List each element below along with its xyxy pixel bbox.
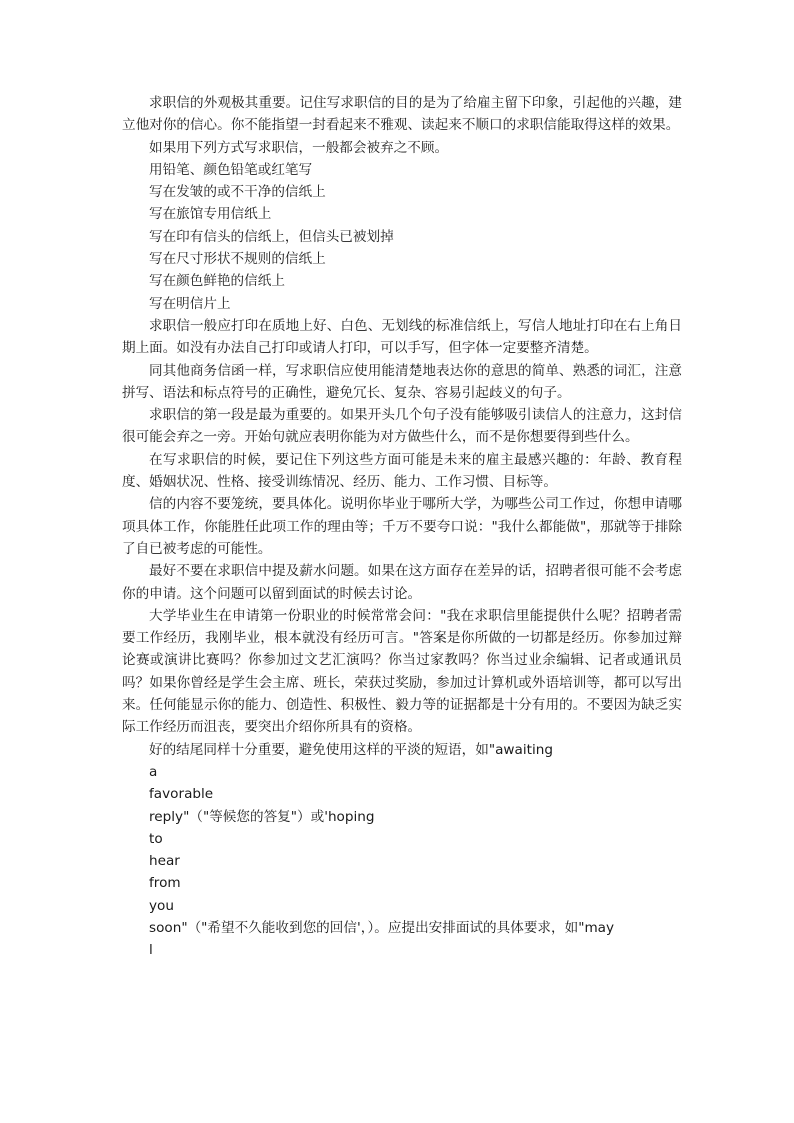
- text-line: favorable: [149, 786, 214, 803]
- document-body: [122, 92, 682, 962]
- paragraph: 最好不要在求职信中提及薪水问题。如果在这方面存在差异的话，招聘者很可能不会考虑你的申请。这个问题可以留到面试的时候去讨论。: [122, 563, 682, 602]
- text-line: 写在旅馆专用信纸上: [149, 206, 272, 223]
- text-line: 写在颜色鲜艳的信纸上: [149, 273, 285, 290]
- text-line: 用铅笔、颜色铅笔或红笔写: [149, 161, 313, 178]
- paragraph: 在写求职信的时候，要记住下列这些方面可能是未来的雇主最感兴趣的：年龄、教育程度、婚姻状况、性格、接受训练情况、经历、能力、工作习惯、目标等。: [122, 451, 682, 491]
- paragraph: 如果用下列方式写求职信，一般都会被弃之不顾。: [149, 139, 449, 156]
- paragraph: 求职信一般应打印在质地上好、白色、无划线的标准信纸上，写信人地址打印在右上角日期上面。如没有办法自己打印或请人打印，可以手写，但字体一定要整齐清楚。: [122, 317, 682, 357]
- text-line: from: [149, 875, 181, 892]
- text-line: 写在发皱的或不干净的信纸上: [149, 184, 326, 201]
- text-line: 写在尺寸形状不规则的信纸上: [149, 251, 326, 268]
- text-line: l: [149, 942, 153, 959]
- paragraph: 求职信的外观极其重要。记住写求职信的目的是为了给雇主留下印象，引起他的兴趣，建立他对你的信心。你不能指望一封看起来不雅观、读起来不顺口的求职信能取得这样的效果。: [122, 95, 682, 134]
- text-line: 写在明信片上: [149, 295, 231, 312]
- text-line: hear: [149, 853, 180, 870]
- paragraph: 好的结尾同样十分重要，避免使用这样的平淡的短语，如"awaiting: [149, 741, 554, 758]
- paragraph: 求职信的第一段是最为重要的。如果开头几个句子没有能够吸引读信人的注意力，这封信很可能会弃之一旁。开始句就应表明你能为对方做些什么，而不是你想要得到些什么。: [122, 407, 682, 446]
- text-line: reply"（"等候您的答复"）或'hoping: [149, 808, 375, 825]
- text-line: a: [149, 763, 158, 780]
- text-line: you: [149, 897, 174, 914]
- paragraph: 大学毕业生在申请第一份职业的时候常常会问："我在求职信里能提供什么呢？招聘者需要工作经历，我刚毕业，根本就没有经历可言。"答案是你所做的一切都是经历。你参加过辩论赛或演讲比赛吗？你参加过文艺汇演吗？你当过家教吗？你当过业余编辑、记者或通讯员吗？如果你曾经是学生会主席、班长，荣获过奖励，参加过计算机或外语培训等，都可以写出来。任何能显示你的能力、创造性、积极性、毅力等的证据都是十分有用的。不要因为缺乏实际工作经历而沮丧，要突出介绍你所具有的资格。: [122, 607, 682, 736]
- text-line: to: [149, 830, 163, 847]
- paragraph: 信的内容不要笼统，要具体化。说明你毕业于哪所大学，为哪些公司工作过，你想申请哪项具体工作，你能胜任此项工作的理由等；千万不要夸口说："我什么都能做"，那就等于排除了自已被考虑的可能性。: [122, 496, 682, 557]
- paragraph: 同其他商务信函一样，写求职信应使用能清楚地表达你的意思的简单、熟悉的词汇，注意拼写、语法和标点符号的正确性，避免冗长、复杂、容易引起歧义的句子。: [122, 362, 682, 401]
- text-line: 写在印有信头的信纸上，但信头已被划掉: [149, 228, 394, 245]
- text-line: soon"（"希望不久能收到您的回信'，）。应提出安排面试的具体要求，如"may: [149, 919, 615, 936]
